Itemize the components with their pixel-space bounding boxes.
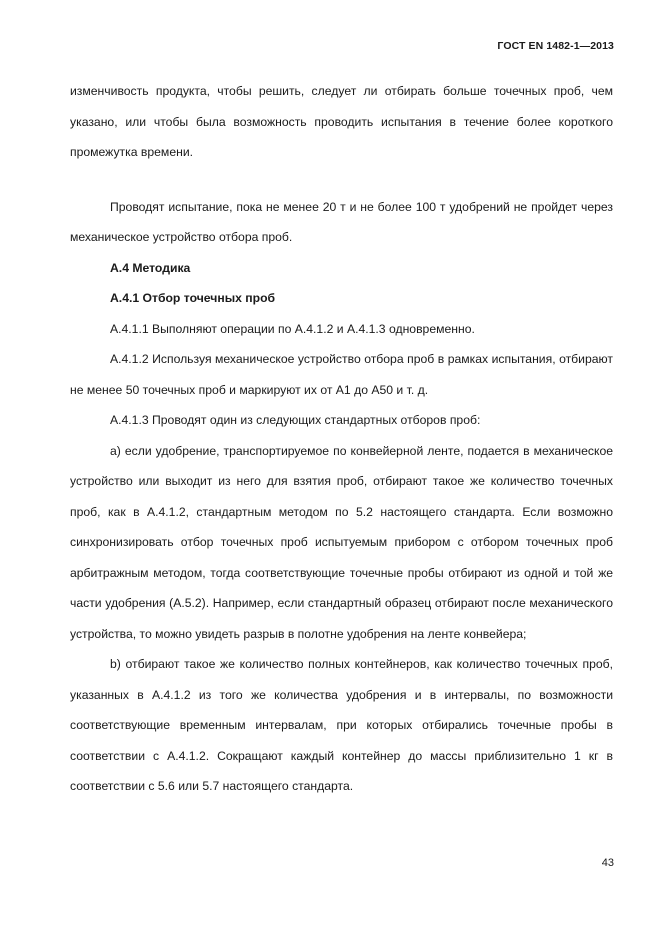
- page-number: 43: [601, 857, 614, 869]
- clause-a411: А.4.1.1 Выполняют операции по А.4.1.2 и А.4.1.3 одновременно.: [110, 321, 475, 336]
- clause-a412: А.4.1.2 Используя механическое устройство отбора проб в рамках испытания, отбирают не менее 50 точечных проб и маркируют их от А1 до А50 и т. д.: [70, 352, 613, 397]
- paragraph-continuation: изменчивость продукта, чтобы решить, следует ли отбирать больше точечных проб, чем указано, или чтобы была возможность проводить испытания в течение более короткого промежутка времени.: [70, 84, 613, 159]
- document-header: ГОСТ EN 1482-1—2013: [497, 40, 614, 52]
- list-item-a: а) если удобрение, транспортируемое по конвейерной ленте, подается в механическое устройство или выходит из него для взятия проб, отбирают такое же количество точечных проб, как в А.4.1.2, стандартным методом по 5.2 настоящего стандарта. Если возможно синхронизировать отбор точечных проб испытуемым прибором с отбором точечных проб арбитражным методом, тогда соответствующие точечные пробы отбирают из одной и той же части удобрения (А.5.2). Например, если стандартный образец отбирают после механического устройства, то можно увидеть разрыв в полотне удобрения на ленте конвейера;: [70, 443, 613, 641]
- section-heading-a4: А.4 Методика: [110, 260, 191, 275]
- list-item-b: b) отбирают такое же количество полных контейнеров, как количество точечных проб, указанных в А.4.1.2 из того же количества удобрения и в интервалы, по возможности соответствующие временным интервалам, при которых отбирались точечные пробы в соответствии с А.4.1.2. Сокращают каждый контейнер до массы приблизительно 1 кг в соответствии с 5.6 или 5.7 настоящего стандарта.: [70, 657, 613, 793]
- clause-a413: А.4.1.3 Проводят один из следующих стандартных отборов проб:: [110, 413, 481, 427]
- subsection-heading-a41: А.4.1 Отбор точечных проб: [110, 291, 276, 305]
- page-body: [70, 76, 613, 802]
- spacer: [70, 168, 613, 192]
- paragraph-test-procedure: Проводят испытание, пока не менее 20 т и не более 100 т удобрений не пройдет через механическое устройство отбора проб.: [70, 199, 613, 244]
